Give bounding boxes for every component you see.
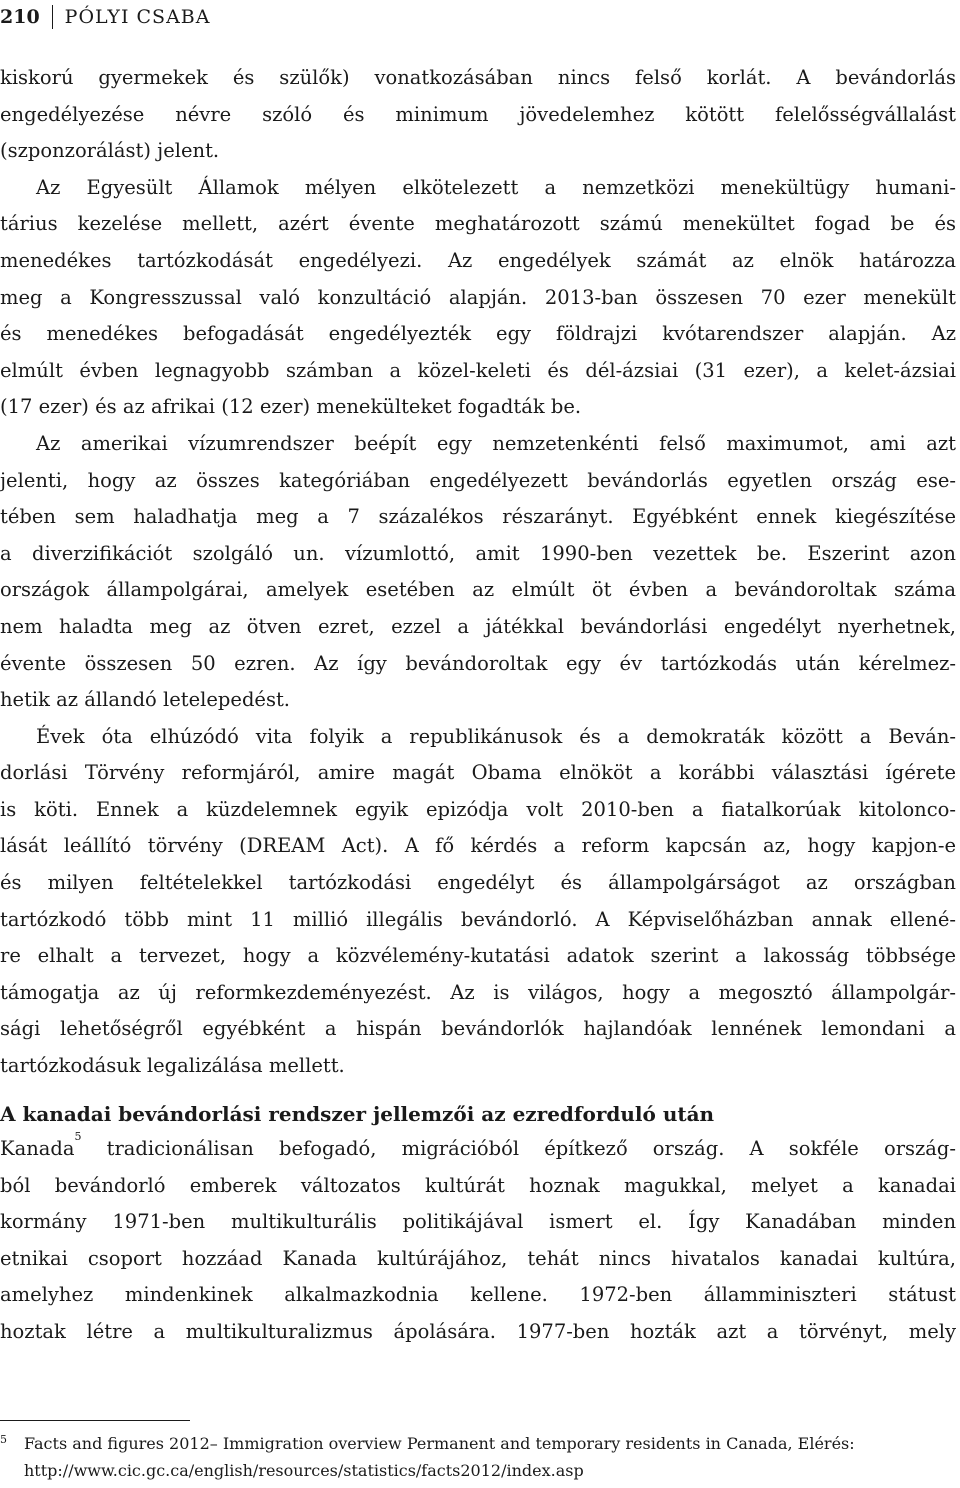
text-line: hetik az állandó letelepedést. xyxy=(0,688,291,712)
footnote-reference[interactable]: 5 xyxy=(74,1130,82,1143)
text-line: támogatja az új reformkezdeményezést. Az is világos, hogy a megosztó állampolgár- xyxy=(0,980,956,1004)
body-text-section-2 xyxy=(0,1131,956,1351)
text-line: tartózkodásuk legalizálása mellett. xyxy=(0,1054,345,1078)
text-line: dorlási Törvény reformjáról, amire magát Obama elnököt a korábbi választási ígérete xyxy=(0,761,956,785)
first-line-rest: tradicionálisan befogadó, migrációból építkező ország. A sokféle ország- xyxy=(81,1137,956,1160)
text-line: amelyhez mindenkinek alkalmazkodnia kellene. 1972-ben államminiszteri státust xyxy=(0,1283,956,1307)
text-line xyxy=(0,1131,956,1168)
text-line: országok állampolgárai, amelyek esetében az elmúlt öt évben a bevándoroltak száma xyxy=(0,578,956,602)
text-line: jelenti, hogy az összes kategóriában engedélyezett bevándorlás egyetlen ország ese- xyxy=(0,468,956,492)
text-line: etnikai csoport hozzáad Kanada kultúrájához, tehát nincs hivatalos kanadai kultúra, xyxy=(0,1246,956,1270)
footnote-number: 5 xyxy=(0,1433,7,1446)
text-line: engedélyezése névre szóló és minimum jövedelemhez kötött felelősségvállalást xyxy=(0,102,956,126)
text-line: a diverzifikációt szolgáló un. vízumlottó, amit 1990-ben vezettek be. Eszerint azon xyxy=(0,541,956,565)
text-line: tében sem haladhatja meg a 7 százalékos részarányt. Egyébként ennek kiegészítése xyxy=(0,505,956,529)
text-line: tárius kezelése mellett, azért évente meghatározott számú menekültet fogad be és xyxy=(0,212,956,236)
text-line: kormány 1971-ben multikulturális politikájával ismert el. Így Kanadában minden xyxy=(0,1210,956,1234)
text-line: Évek óta elhúzódó vita folyik a republikánusok és a demokraták között a Beván- xyxy=(36,724,956,748)
text-line: elmúlt évben legnagyobb számban a közel-keleti és dél-ázsiai (31 ezer), a kelet-ázsiai xyxy=(0,358,956,382)
section-heading: A kanadai bevándorlási rendszer jellemzői az ezredforduló után xyxy=(0,1102,715,1126)
text-line: re elhalt a tervezet, hogy a közvélemény-kutatási adatok szerint a lakosság többsége xyxy=(0,944,956,968)
text-line: kiskorú gyermekek és szülők) vonatkozásában nincs felső korlát. A bevándorlás xyxy=(0,66,956,89)
text-line: lását leállító törvény (DREAM Act). A fő kérdés a reform kapcsán az, hogy kapjon-e xyxy=(0,834,956,858)
footnote-url[interactable]: http://www.cic.gc.ca/english/resources/statistics/facts2012/index.asp xyxy=(24,1461,584,1480)
footnote-divider xyxy=(0,1420,190,1421)
running-head-author: PÓLYI CSABA xyxy=(64,6,211,28)
text-line: évente összesen 50 ezren. Az így bevándoroltak egy év tartózkodás után kérelmez- xyxy=(0,651,956,675)
first-word: Kanada xyxy=(0,1137,75,1160)
body-text xyxy=(0,60,956,1085)
footnote xyxy=(0,1430,956,1484)
text-line: meg a Kongresszussal való konzultáció alapján. 2013-ban összesen 70 ezer menekült xyxy=(0,285,956,309)
text-line: tartózkodó több mint 11 millió illegális bevándorló. A Képviselőházban annak ellené- xyxy=(0,907,956,931)
text-line: hoztak létre a multikulturalizmus ápolására. 1977-ben hozták azt a törvényt, mely xyxy=(0,1319,956,1343)
text-line: és menedékes befogadását engedélyezték egy földrajzi kvótarendszer alapján. Az xyxy=(0,322,956,346)
text-line: Az amerikai vízumrendszer beépít egy nemzetenkénti felső maximumot, ami azt xyxy=(36,431,956,455)
text-line: sági lehetőségről egyébként a hispán bevándorlók hajlandóak lennének lemondani a xyxy=(0,1017,956,1041)
page-number: 210 xyxy=(0,6,40,28)
text-line: menedékes tartózkodását engedélyezi. Az engedélyek számát az elnök határozza xyxy=(0,248,956,272)
text-line: nem haladta meg az ötven ezret, ezzel a játékkal bevándorlási engedélyt nyerhetnek, xyxy=(0,614,956,638)
text-line: ból bevándorló emberek változatos kultúrát hoznak magukkal, melyet a kanadai xyxy=(0,1173,956,1197)
text-line: (17 ezer) és az afrikai (12 ezer) menekülteket fogadták be. xyxy=(0,395,582,419)
text-line: és milyen feltételekkel tartózkodási engedélyt és állampolgárságot az országban xyxy=(0,871,956,895)
running-header xyxy=(0,2,210,32)
text-line: is köti. Ennek a küzdelemnek egyik epizódja volt 2010-ben a fiatalkorúak kitolonco- xyxy=(0,797,956,821)
text-line: Az Egyesült Államok mélyen elkötelezett a nemzetközi menekültügy humani- xyxy=(36,175,956,199)
footnote-text: Facts and figures 2012– Immigration overview Permanent and temporary residents in Canada, Elérés: xyxy=(24,1434,855,1453)
text-line: (szponzorálást) jelent. xyxy=(0,139,220,163)
